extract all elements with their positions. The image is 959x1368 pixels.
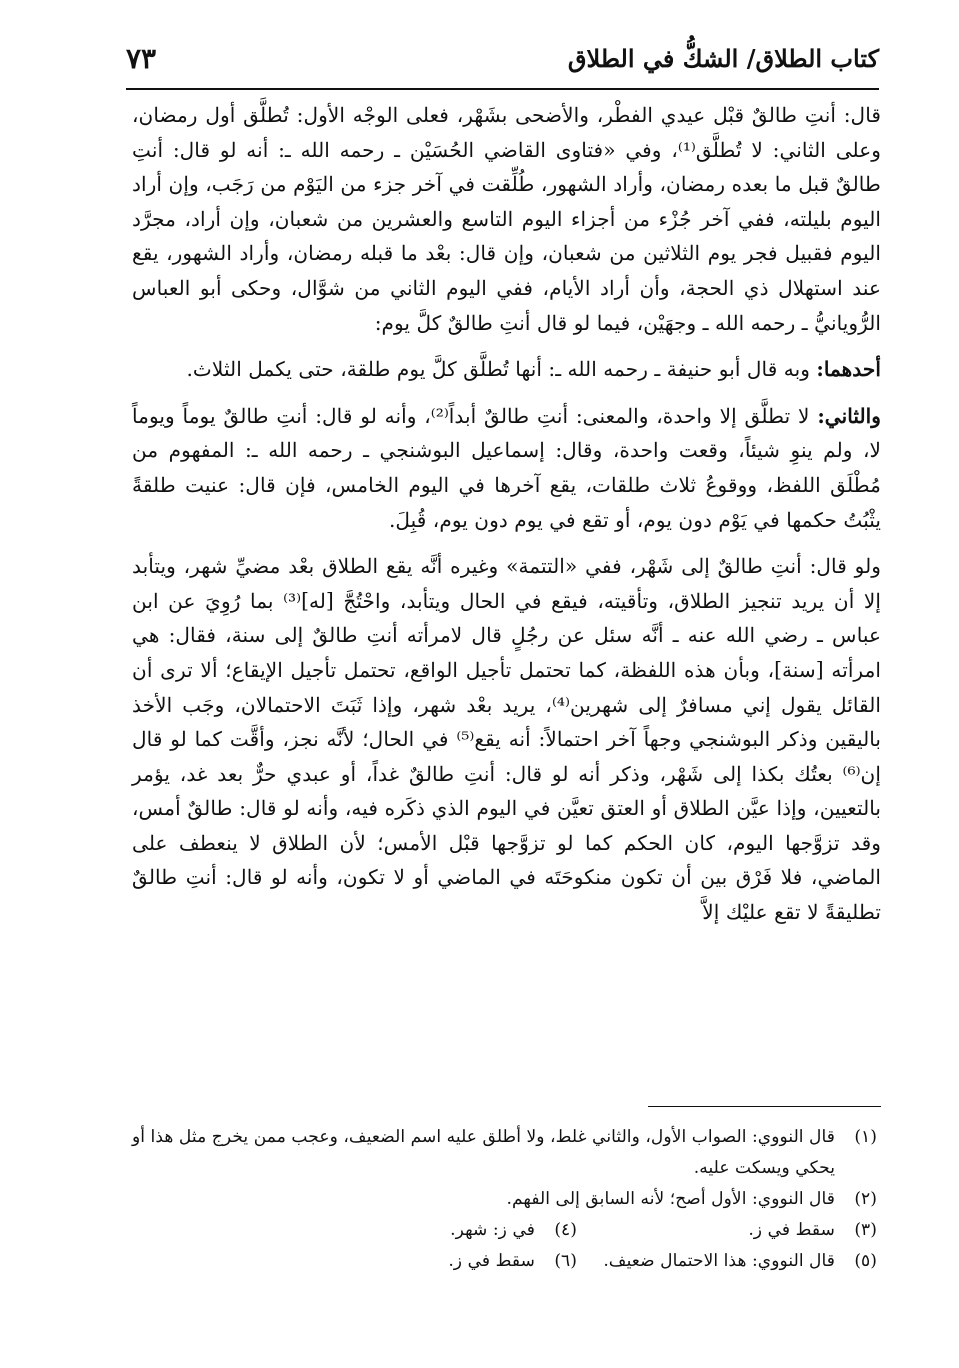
paragraph-1	[132, 98, 881, 340]
footnote-1	[132, 1122, 877, 1184]
footnote-5	[577, 1246, 877, 1277]
paragraph-2	[132, 352, 881, 387]
footnote-number: (٥)	[854, 1251, 877, 1271]
paragraph-text: وبه قال أبو حنيفة ـ رحمه الله ـ: أنها تُطلَّق كلَّ يوم طلقة، حتى يكمل الثلاث.	[186, 357, 810, 382]
footnote-text: سقط في ز.	[448, 1251, 535, 1271]
paragraph-text: لا تطلَّق إلا واحدة، والمعنى: أنتِ طالقٌ أبداً⁽²⁾، وأنه لو قال: أنتِ طالقٌ يوماً ويوماً لا، ولم ينوِ شيئاً، وقعت واحدة، وقال: إسماعيل البوشنجي ـ رحمه الله ـ: المفهوم من مُطْلَق اللفظ، ووقوعُ ثلاث طلقات، يقع آخرها في اليوم الخامس، فإن قال: عنيت طلقةً يثْبُتُ حكمها في يَوْم دون يوم، أو تقع في يوم دون يوم، قُبِلَ.	[132, 403, 881, 532]
footnote-text: قال النووي: الأول أصح؛ لأنه السابق إلى الفهم.	[506, 1189, 835, 1209]
footnote-text: سقط في ز.	[748, 1220, 835, 1240]
header-rule	[126, 88, 879, 90]
paragraph-3	[132, 399, 881, 537]
footnote-number: (٦)	[554, 1251, 577, 1271]
paragraph-text: قال: أنتِ طالقٌ قبْل عيدي الفطْر، والأضحى بشَهْر، فعلى الوجْه الأول: تُطلَّق أول رمضان، وعلى الثاني: لا تُطلَّق⁽¹⁾، وفي «فتاوى القاضي الحُسَيْن ـ رحمه الله ـ: أنه لو قال: أنتِ طالقٌ قبل ما بعده رمضان، وأراد الشهور، طُلِّقت في آخر جزء من اليَوْم من رَجَب، وإن أراد اليوم بليلته، ففي آخر جُزْء من أجزاء اليوم التاسع والعشرين من شعبان، وإن أراد، مجرَّد اليوم فقبيل فجر يوم الثلاثين من شعبان، وإن قال: بعْد ما قبله رمضان، وأراد الشهور، يقع عند استهلال ذي الحجة، وأن أراد الأيام، ففي اليوم الثاني من شوَّال، وحكى أبو العباس الرُّويانيُّ ـ رحمه الله ـ وجهَيْن، فيما لو قال أنتِ طالقٌ كلَّ يوم:	[132, 103, 881, 335]
footnote-rule	[648, 1106, 881, 1107]
paragraph-4	[132, 549, 881, 930]
footnote-6	[448, 1246, 577, 1277]
paragraph-lead: والثاني:	[817, 403, 881, 428]
footnote-text: قال النووي: الصواب الأول، والثاني غلط، ولا أطلق عليه اسم الضعيف، وعجب ممن يخرج مثل هذا أو يحكي ويسكت عليه.	[132, 1127, 835, 1178]
page-number: ٧٣	[126, 42, 157, 75]
footnote-number: (٣)	[854, 1220, 877, 1240]
footnote-text: في ز: شهر.	[450, 1220, 535, 1240]
footnote-number: (٢)	[854, 1189, 877, 1209]
paragraph-text: ولو قال: أنتِ طالقٌ إلى شَهْر، ففي «التتمة» وغيره أنَّه يقع الطلاق بعْد مضيِّ شهر، ويتأبد إلا أن يريد تنجيز الطلاق، وتأقيته، فيقع في الحال ويتأبد، واحْتُجَّ [له]⁽³⁾ بما رُوِيَ عن ابن عباس ـ رضي الله عنه ـ أنَّه سئل عن رجُلٍ قال لامرأته أنتِ طالقٌ إلى سنة، فقال: هي امرأته [سنة]، وبأن هذه اللفظة، كما تحتمل تأجيل الواقع، تحتمل تأجيل الإيقاع؛ ألا ترى أن القائل يقول إني مسافرٌ إلى شهرين⁽⁴⁾، يريد بعْد شهر، وإذا ثَبَتَ الاحتمالان، وجَب الأخذ باليقين وذكر البوشنجي وجهاً آخر احتمالاً: أنه يقع⁽⁵⁾ في الحال؛ لأنَّه نجز، وأقَّت كما لو قال إن⁽⁶⁾ بعتُك بكذا إلى شَهْر، وذكر أنه لو قال: أنتِ طالقٌ غداً، أو عبدي حرٌّ بعد غد، يؤمر بالتعيين، وإذا عيَّن الطلاق أو العتق تعيَّن في اليوم الذي ذكَره فيه، وأنه لو قال: طالقٌ أمس، وقد تزوَّجها اليوم، كان الحكم كما لو تزوَّجها قبْل الأمس؛ لأن الطلاق لا ينعطف على الماضي، فلا فَرْق بين أن تكون منكوحَتَه في الماضي أو لا تكون، وأنه لو قال: أنتِ طالقٌ تطليقةً لا تقع عليْك إلاَّ	[132, 554, 882, 925]
footnote-row	[132, 1215, 877, 1246]
footnote-number: (٤)	[554, 1220, 577, 1240]
footnote-text: قال النووي: هذا الاحتمال ضعيف.	[603, 1251, 835, 1271]
main-text	[132, 98, 881, 930]
running-title: كتاب الطلاق/ الشكُّ في الطلاق	[567, 44, 879, 73]
footnote-2	[132, 1184, 877, 1215]
running-header	[126, 38, 879, 82]
footnote-3	[577, 1215, 877, 1246]
footnote-number: (١)	[854, 1127, 877, 1147]
paragraph-lead: أحدهما:	[816, 357, 881, 382]
footnote-row	[132, 1246, 877, 1277]
footnotes	[132, 1122, 877, 1277]
footnote-4	[450, 1215, 577, 1246]
